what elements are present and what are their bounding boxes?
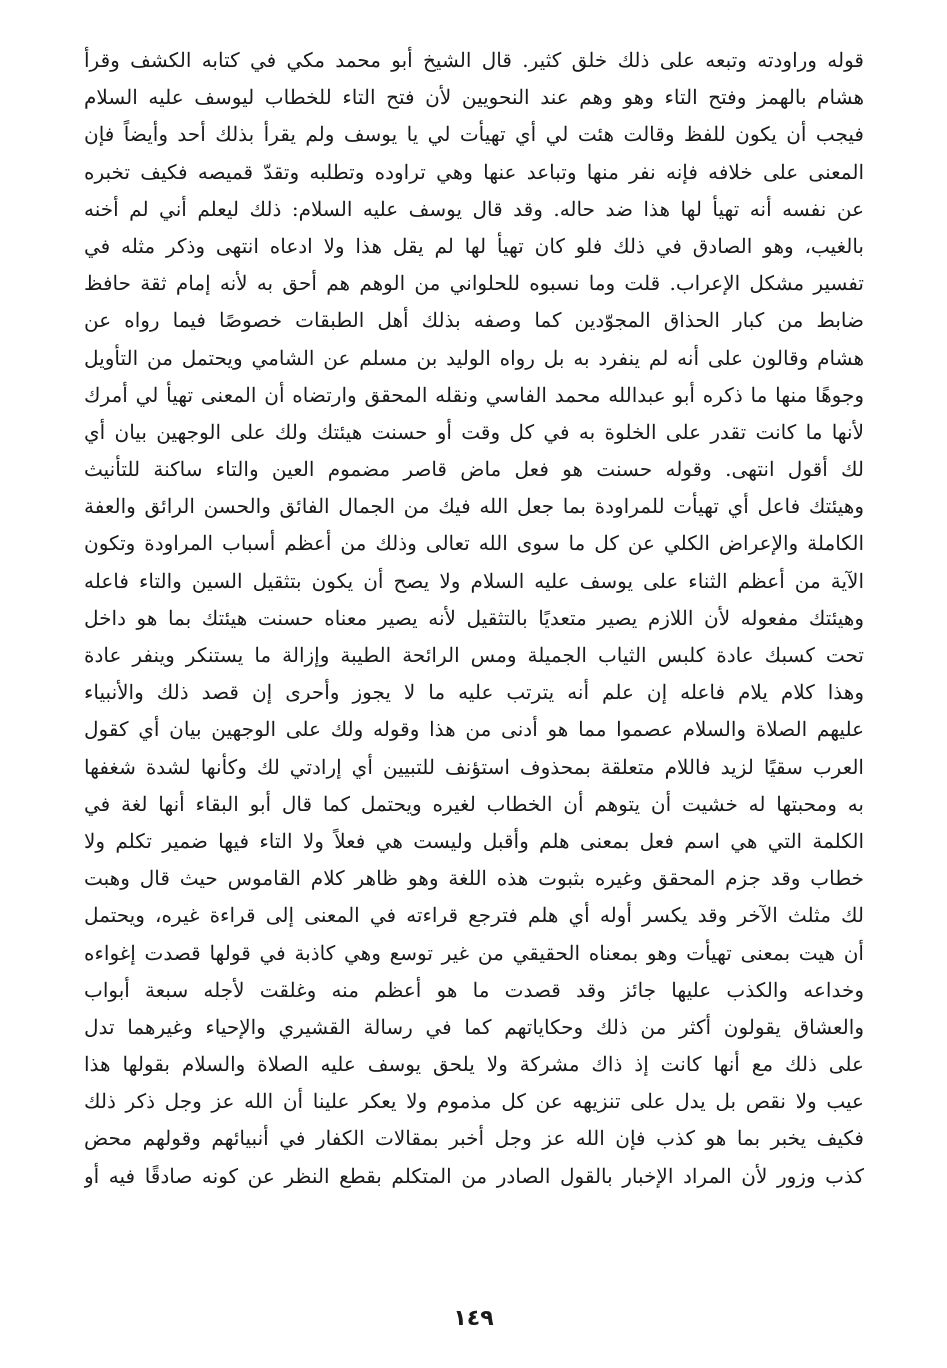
text-line: كذب وزور لأن المراد الإخبار بالقول الصادر من المتكلم بقطع النظر عن كونه صادقًا فيه أو <box>84 1163 864 1188</box>
text-line: وخداعه والكذب عليها جائز وقد قصدت ما هو أعظم منه وغلقت لأجله سبعة أبواب <box>84 977 864 1002</box>
text-line: فكيف يخبر بما هو كذب فإن الله عز وجل أخبر بمقالات الكفار في أنبيائهم وقولهم محض <box>84 1126 864 1151</box>
text-line: وهيئتك فاعل أي تهيأت للمراودة بما جعل الله فيك من الجمال الفائق والحسن الرائق والعفة <box>84 494 864 519</box>
text-line: لأنها ما كانت تقدر على الخلوة به في كل وقت أو حسنت هيئتك ولك على الوجهين بيان أي <box>84 419 864 444</box>
text-line: عليهم الصلاة والسلام عصموا مما هو أدنى من هذا وقوله ولك على الوجهين بيان أي كقول <box>84 717 864 742</box>
text-line: وهيئتك مفعوله لأن اللازم يصير متعديًا بالتثقيل لأنه يصير معناه حسنت هيئتك بما هو داخل <box>84 605 864 630</box>
text-line: عن نفسه أنه تهيأ لها هذا ضد حاله. وقد قال يوسف عليه السلام: ذلك ليعلم أني لم أخنه <box>84 196 864 221</box>
text-line: الكلمة التي هي اسم فعل بمعنى هلم وأقبل وليست هي فعلاً ولا التاء فيها ضمير تكلم ولا <box>84 828 864 853</box>
text-line: خطاب وقد جزم المحقق وغيره بثبوت هذه اللغة وهو ظاهر كلام القاموس حيث قال وهبت <box>84 866 864 891</box>
page-number: ١٤٩ <box>453 1306 494 1331</box>
text-line: فيجب أن يكون للفظ وقالت هئت لي أي تهيأت لي يا يوسف ولم يقرأ بذلك أحد وأيضاً فإن <box>84 122 864 147</box>
text-line: أن هيت بمعنى تهيأت وهو بمعناه الحقيقي من غير توسع وهي كاذبة في قولها قصدت إغواءه <box>84 940 864 965</box>
text-line: هشام وقالون على أنه لم ينفرد به بل رواه الوليد بن مسلم عن الشامي ويحتمل من التأويل <box>84 345 864 370</box>
text-line: ضابط من كبار الحذاق المجوّدين كما وصفه بذلك أهل الطبقات خصوصًا فيما رواه عن <box>84 308 864 333</box>
text-line: هشام بالهمز وفتح التاء وهو وهم عند النحويين لأن فتح التاء للخطاب ليوسف عليه السلام <box>84 85 864 110</box>
text-line: الكاملة والإعراض الكلي عن كل ما سوى الله تعالى وذلك من أعظم أسباب المراودة وتكون <box>84 531 864 556</box>
text-line: تفسير مشكل الإعراب. قلت وما نسبوه للحلواني من الوهم هم أحق به لأنه إمام ثقة حافظ <box>84 271 864 296</box>
text-line: المعنى على خلافه فإنه نفر منها وتباعد عنها وهي تراوده وتطلبه وتقدّ قميصه فكيف تخبره <box>84 159 864 184</box>
text-line: به ومحبتها له خشيت أن يتوهم أن الخطاب لغيره ويحتمل كما قال أبو البقاء أنها لغة في <box>84 791 864 816</box>
text-line: عيب ولا نقص بل يدل على تنزيهه عن كل مذموم ولا يعكر علينا أن الله عز وجل ذكر ذلك <box>84 1089 864 1114</box>
text-line: بالغيب، وهو الصادق في ذلك فلو كان تهيأ لها لم يقل هذا ولا ادعاه انتهى وذكر مثله في <box>84 233 864 258</box>
text-line: على ذلك مع أنها كانت إذ ذاك مشركة ولا يلحق يوسف عليه الصلاة والسلام بقولها هذا <box>84 1052 864 1077</box>
text-line: قوله وراودته وتبعه على ذلك خلق كثير. قال الشيخ أبو محمد مكي في كتابه الكشف وقرأ <box>84 48 864 72</box>
text-line: العرب سقيًا لزيد فاللام متعلقة بمحذوف استؤنف للتبيين أي إرادتي لك وكأنها لشدة شغفها <box>84 754 864 779</box>
text-line: وجوهًا منها ما ذكره أبو عبدالله محمد الفاسي ونقله المحقق وارتضاه أن المعنى تهيأ لي أمرك <box>84 382 864 407</box>
text-line: تحت كسبك عادة كلبس الثياب الجميلة ومس الرائحة الطيبة وإزالة ما يستنكر وينفر عادة <box>84 643 864 667</box>
body-text <box>84 42 864 1195</box>
text-line: لك مثلث الآخر وقد يكسر أوله أي هلم فترجع قراءته في المعنى إلى قراءة غيره، ويحتمل <box>84 903 864 928</box>
text-line: وهذا كلام يلام فاعله إن علم أنه يترتب عليه ما لا يجوز وأحرى إن قصد ذلك والأنبياء <box>84 680 864 705</box>
text-line: لك أقول انتهى. وقوله حسنت هو فعل ماض قاصر مضموم العين والتاء ساكنة للتأنيث <box>84 457 864 482</box>
text-line: والعشاق يقولون أكثر من ذلك وحكاياتهم كما في رسالة القشيري والإحياء وغيرهما تدل <box>84 1014 864 1039</box>
text-line: الآية من أعظم الثناء على يوسف عليه السلام ولا يصح أن يكون بتثقيل السين والتاء فاعله <box>84 568 864 593</box>
